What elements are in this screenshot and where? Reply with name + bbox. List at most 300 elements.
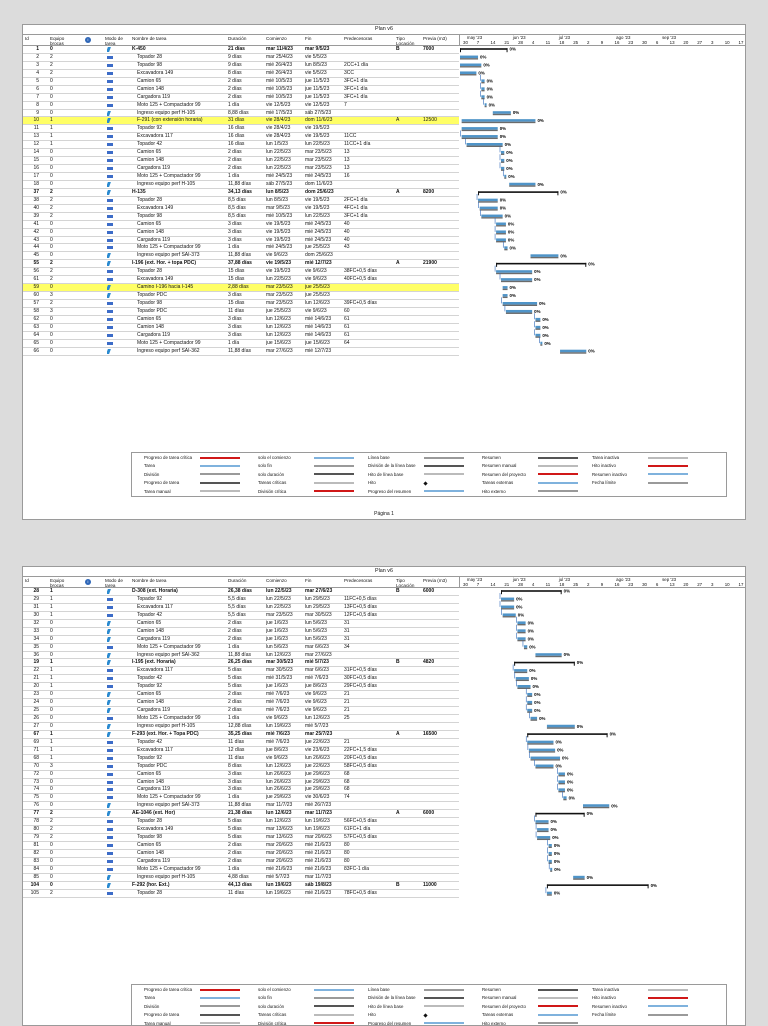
row-start: mar 25/4/23 bbox=[266, 53, 293, 60]
col-predecesoras[interactable]: Predecesoras bbox=[344, 36, 373, 41]
table-row[interactable] bbox=[23, 348, 459, 356]
task-bar[interactable] bbox=[527, 693, 532, 696]
row-finish: jue 8/6/23 bbox=[305, 683, 327, 690]
auto-schedule-icon bbox=[107, 111, 111, 116]
row-start: mar 13/6/23 bbox=[266, 834, 293, 841]
table-row[interactable] bbox=[23, 771, 459, 779]
table-row[interactable] bbox=[23, 652, 459, 660]
row-start: vie 28/4/23 bbox=[266, 117, 291, 124]
row-finish: jue 11/5/23 bbox=[305, 93, 330, 100]
table-row[interactable] bbox=[23, 86, 459, 94]
col-modo[interactable] bbox=[105, 578, 123, 588]
manual-schedule-icon bbox=[107, 223, 113, 226]
row-finish: lun 5/6/23 bbox=[305, 627, 327, 634]
table-row[interactable] bbox=[23, 117, 459, 125]
row-duration: 3 días bbox=[228, 315, 242, 322]
table-row[interactable] bbox=[23, 636, 459, 644]
table-row[interactable] bbox=[23, 731, 459, 739]
row-start: mar 30/5/23 bbox=[266, 667, 293, 674]
table-row[interactable] bbox=[23, 763, 459, 771]
legend-swatch bbox=[314, 482, 354, 484]
task-bar[interactable] bbox=[549, 852, 552, 855]
row-start: mar 11/4/23 bbox=[266, 46, 293, 52]
task-bar[interactable] bbox=[504, 175, 506, 178]
row-finish: mié 7/6/23 bbox=[305, 675, 329, 682]
manual-schedule-icon bbox=[107, 167, 113, 170]
summary-bar[interactable] bbox=[514, 662, 575, 664]
task-bar[interactable] bbox=[478, 199, 498, 202]
table-row[interactable] bbox=[23, 300, 459, 308]
row-equipo: 2 bbox=[50, 276, 53, 283]
table-row[interactable] bbox=[23, 644, 459, 652]
table-row[interactable] bbox=[23, 890, 459, 898]
row-duration: 37,88 días bbox=[228, 260, 252, 267]
table-row[interactable] bbox=[23, 237, 459, 245]
table-row[interactable] bbox=[23, 612, 459, 620]
timescale-month: ago '23 bbox=[616, 577, 631, 582]
table-row[interactable] bbox=[23, 858, 459, 866]
task-bar[interactable] bbox=[560, 350, 586, 353]
task-bar[interactable] bbox=[535, 318, 540, 321]
table-row[interactable] bbox=[23, 70, 459, 78]
task-bar[interactable] bbox=[509, 183, 535, 186]
col-comienzo[interactable]: Comienzo bbox=[266, 36, 287, 41]
task-bar[interactable] bbox=[460, 71, 476, 74]
row-predecessors: 21 bbox=[344, 738, 350, 745]
table-row[interactable] bbox=[23, 874, 459, 882]
task-bar[interactable] bbox=[481, 79, 484, 82]
col-previa[interactable]: Previa (m3) bbox=[423, 36, 447, 41]
legend-box bbox=[131, 984, 727, 1026]
row-mode bbox=[107, 94, 114, 102]
row-location: A bbox=[396, 188, 400, 195]
row-finish: lun 22/5/23 bbox=[305, 212, 330, 219]
col-duracion[interactable]: Duración bbox=[228, 578, 247, 583]
task-bar[interactable] bbox=[496, 238, 506, 241]
task-bar[interactable] bbox=[517, 629, 525, 632]
task-bar[interactable] bbox=[462, 127, 498, 130]
row-equipo: 0 bbox=[50, 180, 53, 187]
col-duracion[interactable]: Duración bbox=[228, 36, 247, 41]
table-row[interactable] bbox=[23, 292, 459, 300]
col-id[interactable]: Id bbox=[25, 36, 29, 41]
table-row[interactable] bbox=[23, 284, 459, 292]
table-row[interactable] bbox=[23, 755, 459, 763]
task-bar[interactable] bbox=[501, 151, 504, 154]
task-bar[interactable] bbox=[493, 111, 511, 114]
table-row[interactable] bbox=[23, 866, 459, 874]
row-finish: lun 19/6/23 bbox=[305, 826, 330, 833]
row-start: mié 5/7/23 bbox=[266, 873, 290, 880]
col-nombre[interactable]: Nombre de tarea bbox=[132, 36, 167, 41]
row-task-name: Topador PDC bbox=[137, 292, 168, 299]
table-row[interactable] bbox=[23, 252, 459, 260]
row-predecessors: 21 bbox=[344, 699, 350, 706]
table-row[interactable] bbox=[23, 205, 459, 213]
task-bar[interactable] bbox=[514, 669, 527, 672]
col-equipo[interactable] bbox=[50, 578, 64, 588]
baseline-bar bbox=[560, 352, 586, 353]
table-row[interactable] bbox=[23, 715, 459, 723]
row-task-name: Topador 28 bbox=[137, 818, 163, 825]
table-row[interactable] bbox=[23, 810, 459, 818]
col-id[interactable]: Id bbox=[25, 578, 29, 583]
row-start: mar 23/5/23 bbox=[266, 300, 293, 306]
table-row[interactable] bbox=[23, 691, 459, 699]
table-row[interactable] bbox=[23, 221, 459, 229]
table-row[interactable] bbox=[23, 340, 459, 348]
row-equipo: 1 bbox=[50, 667, 53, 674]
row-task-name: Cargadora 119 bbox=[137, 331, 170, 338]
row-task-name: Cargadora 119 bbox=[137, 93, 170, 100]
table-row[interactable] bbox=[23, 165, 459, 173]
table-row[interactable] bbox=[23, 675, 459, 683]
baseline-bar bbox=[537, 831, 548, 832]
auto-schedule-icon bbox=[107, 349, 111, 354]
row-id: 33 bbox=[33, 627, 39, 634]
col-modo[interactable] bbox=[105, 36, 123, 46]
table-row[interactable] bbox=[23, 268, 459, 276]
task-bar[interactable] bbox=[503, 302, 537, 305]
col-nombre[interactable]: Nombre de tarea bbox=[132, 578, 167, 583]
summary-bar[interactable] bbox=[478, 191, 558, 193]
table-row[interactable] bbox=[23, 189, 459, 197]
row-duration: 2,88 días bbox=[228, 284, 249, 291]
task-bar[interactable] bbox=[573, 876, 584, 879]
row-equipo: 0 bbox=[50, 252, 53, 259]
task-bar[interactable] bbox=[481, 87, 484, 90]
task-bar[interactable] bbox=[501, 159, 504, 162]
row-id: 84 bbox=[33, 865, 39, 872]
table-row[interactable] bbox=[23, 244, 459, 252]
table-row[interactable] bbox=[23, 659, 459, 667]
table-row[interactable] bbox=[23, 308, 459, 316]
task-bar[interactable] bbox=[549, 860, 552, 863]
task-bar[interactable] bbox=[501, 278, 532, 281]
table-row[interactable] bbox=[23, 850, 459, 858]
summary-bar[interactable] bbox=[527, 733, 607, 735]
baseline-bar bbox=[481, 217, 502, 218]
row-equipo: 2 bbox=[50, 818, 53, 825]
task-bar[interactable] bbox=[485, 103, 487, 106]
summary-bar[interactable] bbox=[501, 590, 562, 592]
percent-complete-label: 0% bbox=[506, 149, 513, 155]
task-bar[interactable] bbox=[517, 621, 525, 624]
task-bar[interactable] bbox=[537, 836, 550, 839]
table-row[interactable] bbox=[23, 588, 459, 596]
table-row[interactable] bbox=[23, 667, 459, 675]
row-predecessors: 11CC bbox=[344, 133, 357, 140]
timescale-day: 23 bbox=[628, 40, 634, 45]
row-start: lun 12/6/23 bbox=[266, 315, 291, 322]
summary-bar[interactable] bbox=[460, 48, 508, 50]
table-row[interactable] bbox=[23, 133, 459, 141]
manual-schedule-icon bbox=[107, 773, 113, 776]
manual-schedule-icon bbox=[107, 685, 113, 688]
legend-swatch bbox=[538, 465, 578, 467]
baseline-bar bbox=[535, 767, 553, 768]
row-mode bbox=[107, 149, 114, 157]
table-row[interactable] bbox=[23, 229, 459, 237]
row-task-name: Camion 65 bbox=[137, 842, 162, 848]
row-finish: jue 25/5/23 bbox=[305, 284, 330, 291]
summary-bar[interactable] bbox=[547, 884, 649, 886]
col-tipo[interactable] bbox=[396, 36, 414, 46]
col-equipo[interactable] bbox=[50, 36, 64, 46]
task-bar[interactable] bbox=[558, 788, 565, 791]
row-equipo: 3 bbox=[50, 762, 53, 769]
table-row[interactable] bbox=[23, 794, 459, 802]
task-bar[interactable] bbox=[527, 709, 532, 712]
table-row[interactable] bbox=[23, 125, 459, 133]
table-row[interactable] bbox=[23, 882, 459, 890]
table-row[interactable] bbox=[23, 628, 459, 636]
task-bar[interactable] bbox=[496, 230, 506, 233]
task-bar[interactable] bbox=[524, 645, 527, 648]
table-row[interactable] bbox=[23, 332, 459, 340]
row-finish: mié 5/7/23 bbox=[305, 659, 329, 666]
task-bar[interactable] bbox=[501, 606, 514, 609]
task-bar[interactable] bbox=[527, 701, 532, 704]
row-equipo: 0 bbox=[50, 85, 53, 92]
col-tipo[interactable] bbox=[396, 578, 414, 588]
col-comienzo[interactable]: Comienzo bbox=[266, 578, 287, 583]
row-predecessors: 61 bbox=[344, 315, 350, 322]
legend-swatch bbox=[648, 1014, 688, 1016]
table-row[interactable] bbox=[23, 213, 459, 221]
row-finish: jue 22/6/23 bbox=[305, 738, 330, 745]
row-equipo: 2 bbox=[50, 188, 53, 195]
row-duration: 2 días bbox=[228, 619, 242, 626]
row-duration: 21 días bbox=[228, 46, 245, 52]
legend-label: Hito externo bbox=[482, 1020, 506, 1026]
task-bar[interactable] bbox=[496, 270, 532, 273]
task-bar[interactable] bbox=[529, 749, 555, 752]
table-row[interactable] bbox=[23, 54, 459, 62]
table-row[interactable] bbox=[23, 707, 459, 715]
table-row[interactable] bbox=[23, 260, 459, 268]
row-task-name: Excavadora 117 bbox=[137, 667, 173, 674]
row-mode bbox=[107, 102, 114, 110]
table-row[interactable] bbox=[23, 316, 459, 324]
table-row[interactable] bbox=[23, 620, 459, 628]
task-bar[interactable] bbox=[535, 765, 553, 768]
legend-swatch bbox=[200, 1014, 240, 1016]
row-task-name: Camion 65 bbox=[137, 770, 162, 777]
task-bar[interactable] bbox=[537, 828, 548, 831]
row-predecessors: 4FC+1 día bbox=[344, 204, 368, 211]
task-bar[interactable] bbox=[506, 310, 532, 313]
task-bar[interactable] bbox=[535, 653, 561, 656]
table-row[interactable] bbox=[23, 596, 459, 604]
row-start: mié 31/5/23 bbox=[266, 675, 293, 682]
table-row[interactable] bbox=[23, 46, 459, 54]
table-row[interactable] bbox=[23, 102, 459, 110]
task-bar[interactable] bbox=[531, 254, 559, 257]
legend-swatch bbox=[314, 989, 354, 991]
task-bar[interactable] bbox=[558, 772, 565, 775]
auto-schedule-icon bbox=[107, 253, 111, 258]
table-row[interactable] bbox=[23, 173, 459, 181]
row-start: mié 7/6/23 bbox=[266, 699, 290, 706]
task-bar[interactable] bbox=[527, 741, 553, 744]
baseline-bar bbox=[573, 878, 584, 879]
timescale-day: 27 bbox=[697, 40, 703, 45]
task-bar[interactable] bbox=[481, 215, 502, 218]
task-bar[interactable] bbox=[462, 119, 536, 122]
row-task-name: Cargadora 119 bbox=[137, 786, 170, 793]
task-bar[interactable] bbox=[496, 223, 506, 226]
row-id: 2 bbox=[36, 53, 39, 60]
table-row[interactable] bbox=[23, 699, 459, 707]
row-duration: 16 días bbox=[228, 133, 245, 140]
baseline-bar bbox=[535, 328, 540, 329]
row-predecessors: 34 bbox=[344, 643, 350, 650]
row-start: mar 23/5/23 bbox=[266, 284, 293, 291]
row-task-name: Topador 92 bbox=[137, 595, 163, 602]
legend-label: División de la línea base bbox=[368, 463, 416, 469]
legend-swatch bbox=[314, 1005, 354, 1007]
table-row[interactable] bbox=[23, 786, 459, 794]
col-fin[interactable]: Fin bbox=[305, 36, 312, 41]
task-bar[interactable] bbox=[504, 246, 507, 249]
task-bar[interactable] bbox=[503, 613, 516, 616]
task-bar[interactable] bbox=[558, 780, 565, 783]
task-bar[interactable] bbox=[516, 677, 529, 680]
row-duration: 31 días bbox=[228, 117, 245, 124]
table-row[interactable] bbox=[23, 683, 459, 691]
table-row[interactable] bbox=[23, 826, 459, 834]
col-predecesoras[interactable]: Predecesoras bbox=[344, 578, 373, 583]
task-bar[interactable] bbox=[503, 286, 508, 289]
task-bar[interactable] bbox=[547, 892, 552, 895]
table-row[interactable] bbox=[23, 110, 459, 118]
task-bar[interactable] bbox=[517, 637, 525, 640]
task-bar[interactable] bbox=[563, 796, 566, 799]
table-row[interactable] bbox=[23, 747, 459, 755]
table-row[interactable] bbox=[23, 62, 459, 70]
manual-schedule-icon bbox=[107, 246, 113, 249]
timescale-month: jun '23 bbox=[512, 35, 526, 40]
table-row[interactable] bbox=[23, 802, 459, 810]
task-bar[interactable] bbox=[481, 95, 484, 98]
table-row[interactable] bbox=[23, 78, 459, 86]
row-duration: 44,13 días bbox=[228, 881, 252, 888]
table-row[interactable] bbox=[23, 834, 459, 842]
row-predecessors: 7 bbox=[344, 101, 347, 108]
task-bar[interactable] bbox=[460, 64, 481, 67]
legend-swatch bbox=[314, 465, 354, 467]
row-id: 26 bbox=[33, 715, 39, 721]
task-bar[interactable] bbox=[503, 294, 508, 297]
row-predecessors: 80 bbox=[344, 857, 350, 864]
row-predecessors: 39FC+0,5 días bbox=[344, 300, 377, 306]
summary-bar[interactable] bbox=[496, 263, 586, 265]
row-id: 65 bbox=[33, 339, 39, 346]
summary-bar[interactable] bbox=[535, 813, 584, 815]
task-bar[interactable] bbox=[517, 685, 530, 688]
table-row[interactable] bbox=[23, 181, 459, 189]
table-row[interactable] bbox=[23, 197, 459, 205]
row-duration: 5,5 días bbox=[228, 603, 246, 610]
row-equipo: 0 bbox=[50, 881, 53, 888]
table-row[interactable] bbox=[23, 739, 459, 747]
task-bar[interactable] bbox=[549, 844, 552, 847]
table-row[interactable] bbox=[23, 324, 459, 332]
row-task-name: Camion 148 bbox=[137, 699, 164, 706]
table-row[interactable] bbox=[23, 157, 459, 165]
task-bar[interactable] bbox=[535, 326, 540, 329]
task-bar[interactable] bbox=[531, 717, 538, 720]
task-bar[interactable] bbox=[460, 56, 478, 59]
legend-swatch bbox=[538, 997, 578, 999]
row-mode bbox=[107, 221, 114, 229]
table-row[interactable] bbox=[23, 149, 459, 157]
task-bar[interactable] bbox=[462, 135, 498, 138]
table-row[interactable] bbox=[23, 141, 459, 149]
table-row[interactable] bbox=[23, 276, 459, 284]
row-start: mié 24/5/23 bbox=[266, 244, 293, 251]
task-bar[interactable] bbox=[480, 207, 498, 210]
percent-complete-label: 0% bbox=[557, 747, 564, 753]
row-id: 55 bbox=[33, 260, 39, 267]
percent-complete-label: 0% bbox=[555, 763, 562, 769]
percent-complete-label: 0% bbox=[534, 277, 541, 283]
row-id: 40 bbox=[33, 204, 39, 211]
table-row[interactable] bbox=[23, 94, 459, 102]
baseline-bar bbox=[503, 305, 537, 306]
legend-label: Progreso del resumen bbox=[368, 488, 412, 494]
summary-bar-end bbox=[507, 48, 508, 52]
col-fin[interactable]: Fin bbox=[305, 578, 312, 583]
col-previa[interactable]: Previa (m3) bbox=[423, 578, 447, 583]
manual-schedule-icon bbox=[107, 135, 113, 138]
row-mode bbox=[107, 747, 114, 755]
row-id: 39 bbox=[33, 212, 39, 219]
task-bar[interactable] bbox=[535, 334, 540, 337]
task-bar[interactable] bbox=[467, 143, 503, 146]
baseline-bar bbox=[460, 74, 476, 75]
legend-swatch bbox=[200, 473, 240, 475]
row-id: 80 bbox=[33, 826, 39, 833]
task-table bbox=[23, 46, 459, 356]
task-bar[interactable] bbox=[501, 598, 514, 601]
percent-complete-label: 0% bbox=[534, 707, 541, 713]
task-bar[interactable] bbox=[535, 820, 548, 823]
row-finish: mié 12/7/23 bbox=[305, 260, 332, 267]
task-bar[interactable] bbox=[501, 167, 504, 170]
row-duration: 4,88 días bbox=[228, 873, 249, 880]
task-bar[interactable] bbox=[550, 868, 552, 871]
table-row[interactable] bbox=[23, 723, 459, 731]
row-id: 30 bbox=[33, 611, 39, 618]
baseline-bar bbox=[535, 656, 561, 657]
task-bar[interactable] bbox=[540, 342, 542, 345]
table-row[interactable] bbox=[23, 818, 459, 826]
row-task-name: Cargadora 119 bbox=[137, 236, 170, 243]
table-row[interactable] bbox=[23, 779, 459, 787]
table-row[interactable] bbox=[23, 604, 459, 612]
summary-bar-end bbox=[478, 191, 479, 195]
task-bar[interactable] bbox=[583, 804, 609, 807]
task-bar[interactable] bbox=[547, 725, 575, 728]
row-id: 41 bbox=[33, 220, 39, 227]
table-row[interactable] bbox=[23, 842, 459, 850]
task-bar[interactable] bbox=[531, 757, 561, 760]
row-finish: mié 5/7/23 bbox=[305, 722, 329, 729]
row-equipo: 0 bbox=[50, 101, 53, 108]
row-predecessors: 13 bbox=[344, 165, 350, 172]
